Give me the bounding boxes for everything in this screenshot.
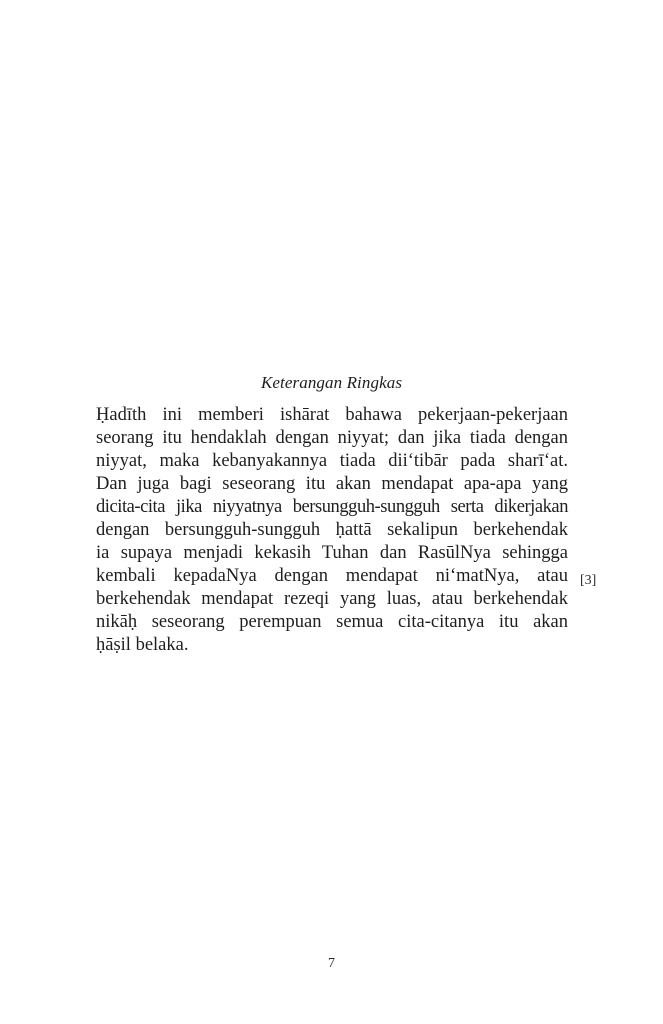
- paragraph-line: Ḥadīth ini memberi ishārat bahawa pekerjaan-pekerjaan: [96, 405, 568, 425]
- marginal-reference-number: [3]: [580, 573, 597, 588]
- paragraph-line: Dan juga bagi seseorang itu akan mendapat apa-apa yang: [96, 474, 568, 494]
- paragraph-line: kembali kepadaNya dengan mendapat ni‘matNya, atau: [96, 566, 568, 586]
- body-paragraph: [96, 404, 568, 657]
- paragraph-line: ḥāṣil belaka.: [96, 635, 189, 655]
- paragraph-line: dicita-cita jika niyyatnya bersungguh-sungguh serta dikerjakan: [96, 497, 568, 517]
- paragraph-line: ia supaya menjadi kekasih Tuhan dan RasūlNya sehingga: [96, 543, 568, 563]
- page-number: 7: [328, 956, 335, 971]
- section-heading: Keterangan Ringkas: [260, 373, 403, 392]
- paragraph-line: seorang itu hendaklah dengan niyyat; dan jika tiada dengan: [96, 428, 568, 448]
- paragraph-line: dengan bersungguh-sungguh ḥattā sekalipun berkehendak: [96, 520, 568, 540]
- paragraph-line: berkehendak mendapat rezeqi yang luas, atau berkehendak: [96, 589, 568, 609]
- paragraph-line: nikāḥ seseorang perempuan semua cita-citanya itu akan: [96, 612, 568, 632]
- paragraph-line: niyyat, maka kebanyakannya tiada dii‘tibār pada sharī‘at.: [96, 451, 568, 471]
